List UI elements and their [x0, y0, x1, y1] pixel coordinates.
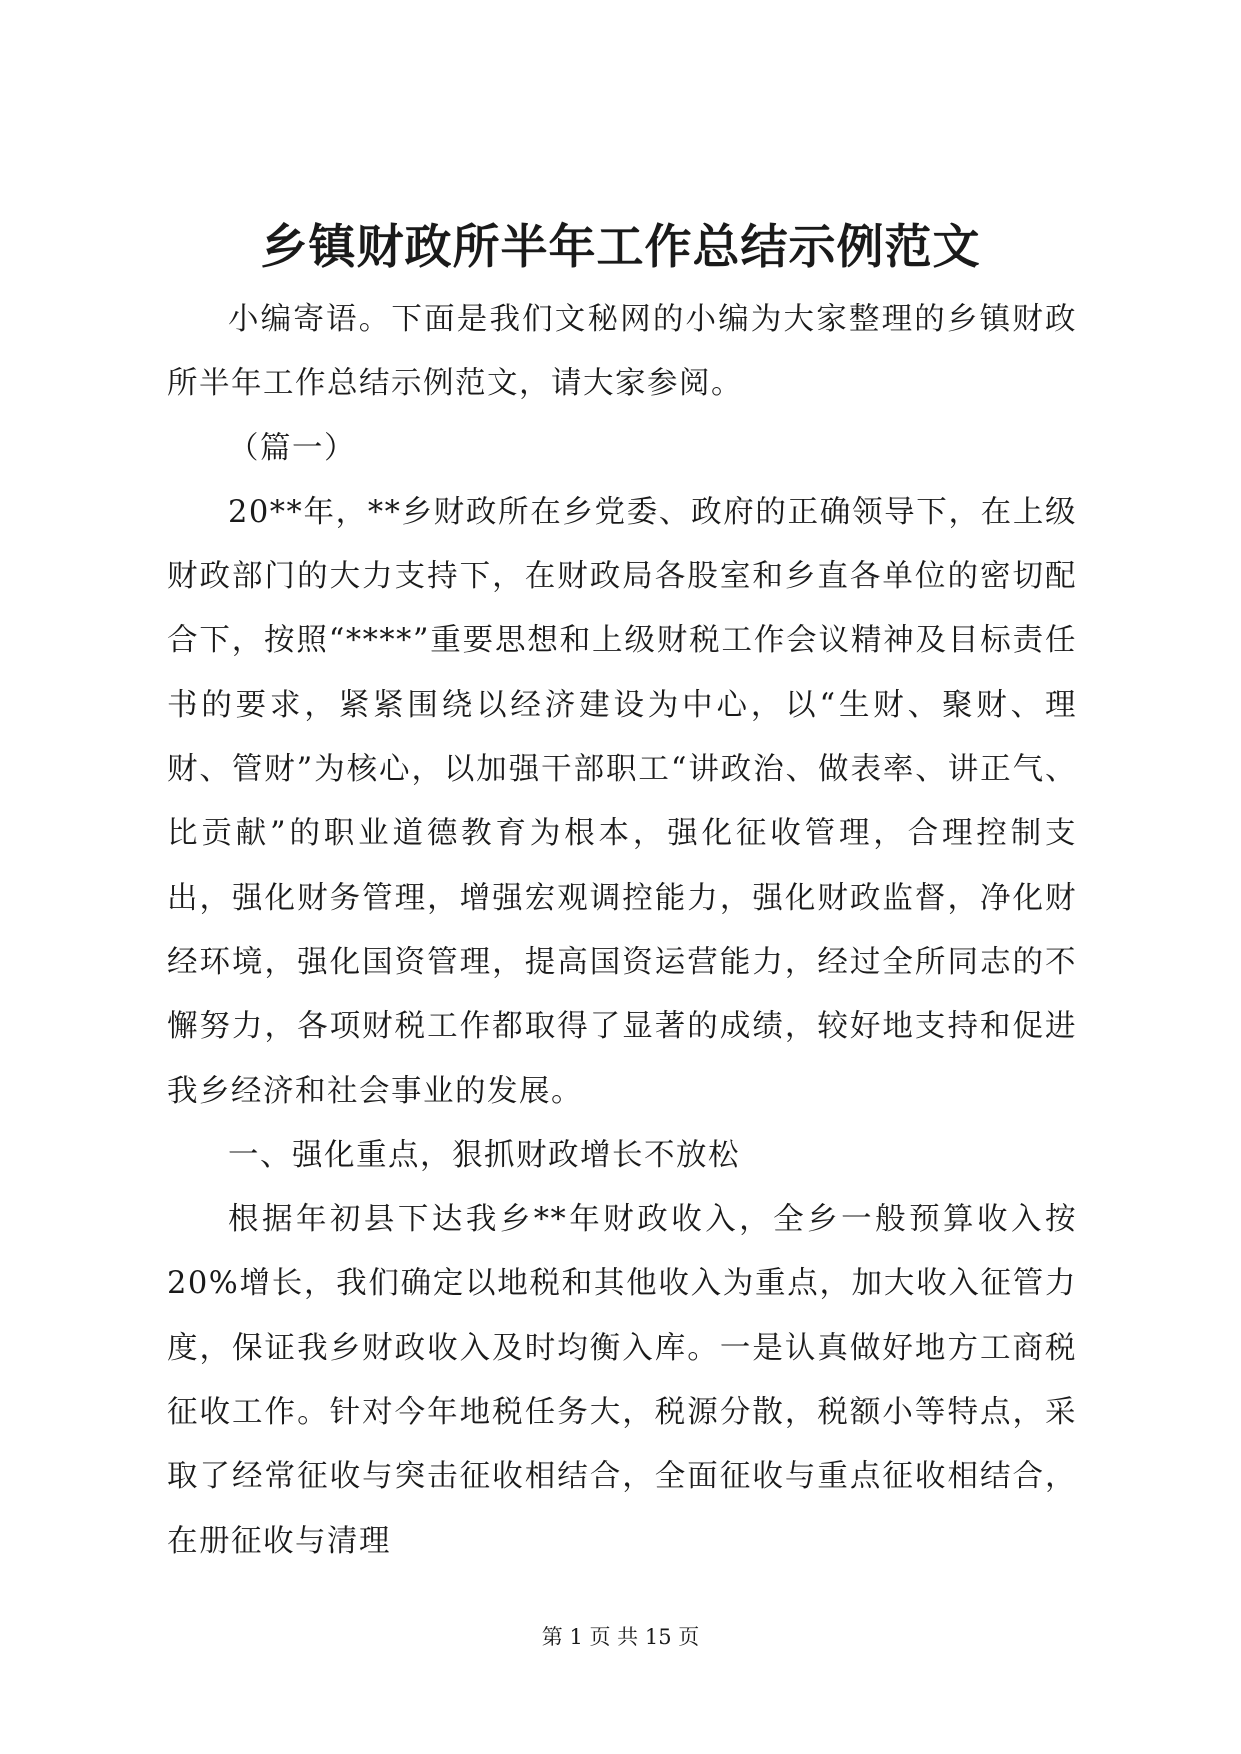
document-body — [167, 288, 1077, 1574]
page-number: 第 1 页 共 15 页 — [541, 1625, 700, 1649]
document-title: 乡镇财政所半年工作总结示例范文 — [260, 220, 981, 275]
intro-paragraph: 小编寄语。下面是我们文秘网的小编为大家整理的乡镇财政所半年工作总结示例范文，请大家参阅。 — [167, 302, 1077, 402]
section-heading: 一、强化重点，狠抓财政增长不放松 — [228, 1137, 740, 1173]
body-paragraph: 根据年初县下达我乡**年财政收入，全乡一般预算收入按20%增长，我们确定以地税和其他收入为重点，加大收入征管力度，保证我乡财政收入及时均衡入库。一是认真做好地方工商税征收工作。针对今年地税任务大，税源分散，税额小等特点，采取了经常征收与突击征收相结合，全面征收与重点征收相结合，在册征收与清理 — [167, 1202, 1077, 1559]
section-label: （篇一） — [228, 430, 356, 466]
body-paragraph: 20**年，**乡财政所在乡党委、政府的正确领导下，在上级财政部门的大力支持下，在财政局各股室和乡直各单位的密切配合下，按照“****”重要思想和上级财税工作会议精神及目标责任书的要求，紧紧围绕以经济建设为中心，以“生财、聚财、理财、管财”为核心，以加强干部职工“讲政治、做表率、讲正气、比贡献”的职业道德教育为根本，强化征收管理，合理控制支出，强化财务管理，增强宏观调控能力，强化财政监督，净化财经环境，强化国资管理，提高国资运营能力，经过全所同志的不懈努力，各项财税工作都取得了显著的成绩，较好地支持和促进我乡经济和社会事业的发展。 — [167, 494, 1077, 1109]
